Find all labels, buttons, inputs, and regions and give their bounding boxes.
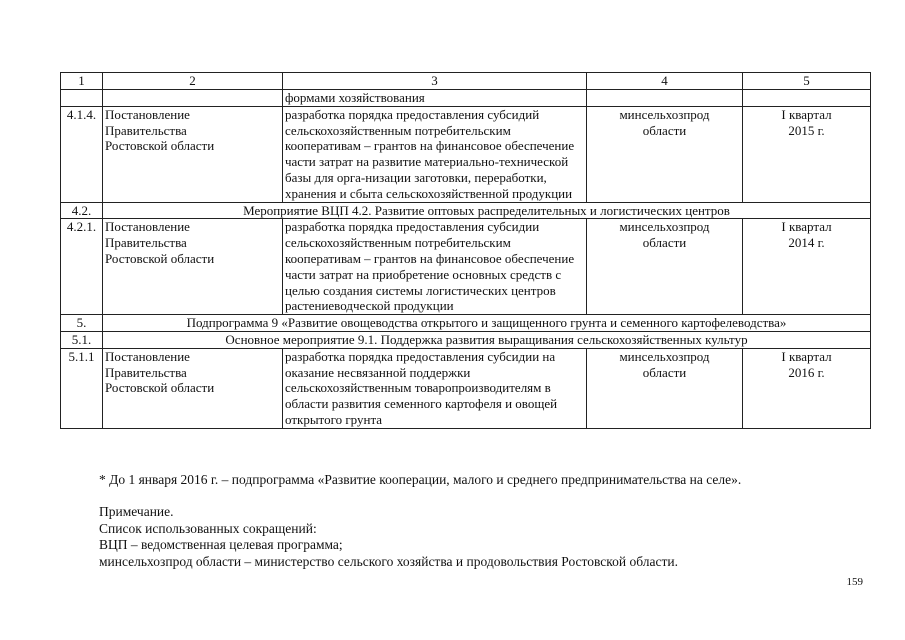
table-row-5-1-1 [61,348,871,428]
table-row-continuation [61,90,871,107]
notes-title: Примечание. [99,504,174,519]
table-row-5 [61,315,871,332]
header-col-3: 3 [283,73,587,90]
row-number: 5.1.1 [61,348,103,428]
table-row-4-2-1 [61,219,871,315]
continuation-text: формами хозяйствования [283,90,587,107]
main-measure-title: Основное мероприятие 9.1. Поддержка развития выращивания сельскохозяйственных культур [103,331,871,348]
table-row-4-1-4 [61,106,871,202]
table-row-4-2 [61,202,871,219]
deadline: I квартал 2014 г. [743,219,871,315]
row-number: 5. [61,315,103,332]
document-type: Постановление Правительства Ростовской области [103,348,283,428]
header-col-5: 5 [743,73,871,90]
executor: минсельхозпрод области [587,106,743,202]
measure-description: разработка порядка предоставления субсидий сельскохозяйственным потребительским кооперативам – грантов на финансовое обеспечение части затрат на развитие материально-технической базы для орга-низации заготовки, переработки, хранения и сбыта сельскохозяйственной продукции [283,106,587,202]
notes-block [99,504,678,570]
header-col-4: 4 [587,73,743,90]
deadline: I квартал 2015 г. [743,106,871,202]
executor: минсельхозпрод области [587,348,743,428]
row-number: 4.2.1. [61,219,103,315]
abbreviations-heading: Список использованных сокращений: [99,520,317,536]
table-row-5-1 [61,331,871,348]
document-type: Постановление Правительства Ростовской области [103,219,283,315]
header-col-2: 2 [103,73,283,90]
footnote: * До 1 января 2016 г. – подпрограмма «Развитие кооперации, малого и среднего предпринимательства на селе». [99,472,742,487]
document-type: Постановление Правительства Ростовской области [103,106,283,202]
row-number: 4.1.4. [61,106,103,202]
row-number: 5.1. [61,331,103,348]
executor: минсельхозпрод области [587,219,743,315]
measures-table [60,72,871,429]
section-title: Мероприятие ВЦП 4.2. Развитие оптовых распределительных и логистических центров [103,202,871,219]
abbreviation-ministry: минсельхозпрод области – министерство сельского хозяйства и продовольствия Ростовской области. [99,553,679,569]
measure-description: разработка порядка предоставления субсидии сельскохозяйственным потребительским кооперативам – грантов на финансовое обеспечение части затрат на приобретение основных средств с целью создания системы логистических центров растениеводческой продукции [283,219,587,315]
header-col-1: 1 [61,73,103,90]
measure-description: разработка порядка предоставления субсидии на оказание несвязанной поддержки сельскохозяйственным товаропроизводителям в области развития семенного картофеля и овощей открытого грунта [283,348,587,428]
table-header-row [61,73,871,90]
page-number: 159 [846,576,863,588]
abbreviation-vcp: ВЦП – ведомственная целевая программа; [99,537,343,552]
row-number: 4.2. [61,202,103,219]
deadline: I квартал 2016 г. [743,348,871,428]
subprogram-title: Подпрограмма 9 «Развитие овощеводства открытого и защищенного грунта и семенного картофелеводства» [103,315,871,332]
